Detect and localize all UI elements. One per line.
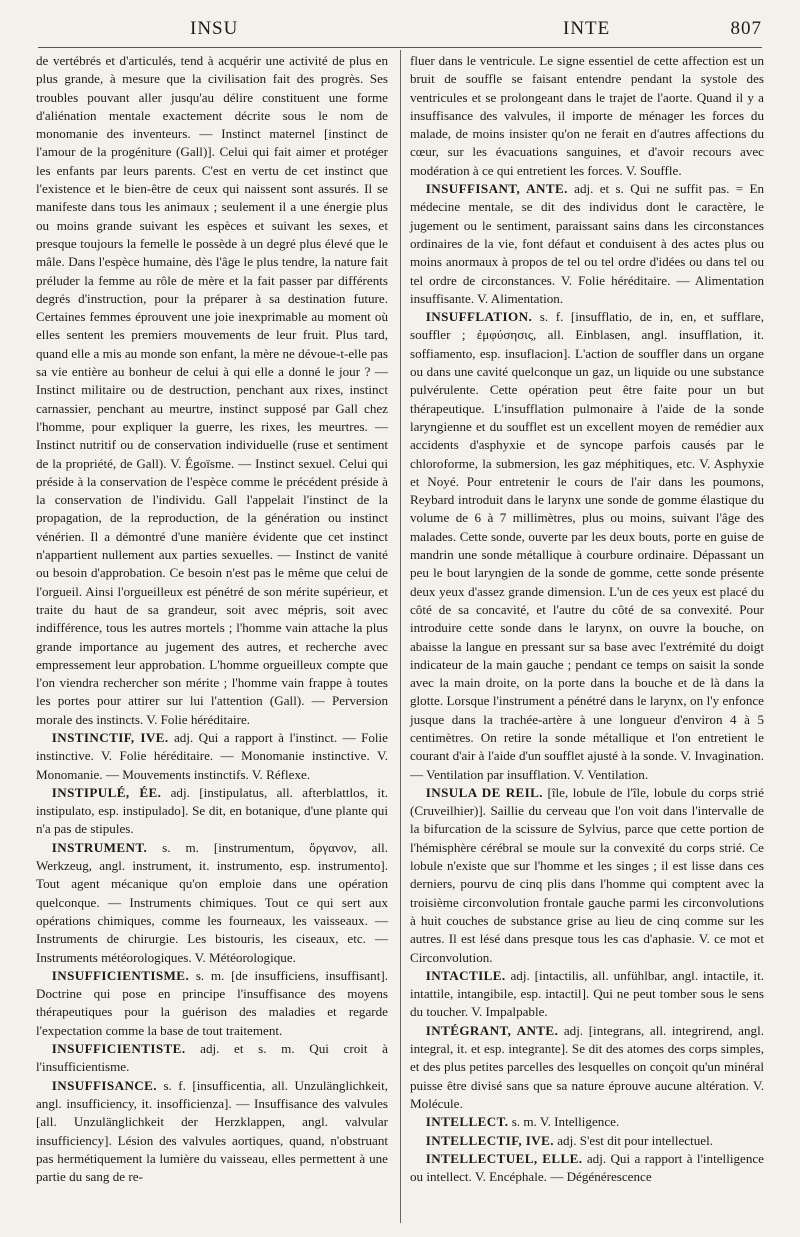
entry-text: adj. S'est dit pour intellectuel. <box>553 1132 714 1148</box>
dictionary-entry <box>36 784 388 839</box>
entry-continuation <box>410 52 764 180</box>
dictionary-entry <box>410 308 764 784</box>
entry-headword: INTELLECTIF, IVE. <box>425 1132 554 1148</box>
page-number: 807 <box>730 18 762 39</box>
column-divider <box>400 50 401 1223</box>
entry-headword: INTELLECT. <box>425 1114 509 1130</box>
header-right-word: INTE <box>563 18 611 39</box>
dictionary-entry <box>36 1077 388 1187</box>
entry-text: adj. [intactilis, all. unfühlbar, angl. intactile, it. intattile, intangibile, esp. intactil]. Qui ne peut tomber sous le sens du toucher. V. Impalpable. <box>410 967 764 1020</box>
entry-text: adj. et s. Qui ne suffit pas. = En médecine mentale, se dit des individus dont le caractère, le jugement ou le sentiment, paraissant sains dans les circonstances ordinaires de la vie, font défaut et conduisent à des actes plus ou moins anormaux à propos de tel ou tel ordre d'idées ou dans tel ou tel ordre de circonstances. V. Folie héréditaire. — Alimentation insuffisante. V. Alimentation. <box>410 181 764 306</box>
header-left-word: INSU <box>190 18 239 39</box>
entry-headword: INSUFFLATION. <box>425 309 533 325</box>
entry-headword: INSUFFISANCE. <box>51 1077 157 1093</box>
dictionary-entry <box>36 839 388 967</box>
entry-text: adj. Qui a rapport à l'intelligence ou intellect. V. Encéphale. — Dégénérescence <box>410 1150 764 1185</box>
running-header <box>40 18 762 46</box>
right-column <box>410 52 764 1186</box>
entry-headword: INSTRUMENT. <box>51 839 148 855</box>
entry-headword: INSUFFICIENTISTE. <box>51 1041 186 1057</box>
dictionary-entry <box>410 1113 764 1131</box>
entry-headword: INSUFFICIENTISME. <box>51 967 190 983</box>
dictionary-entry <box>36 729 388 784</box>
entry-headword: INSULA DE REIL. <box>425 784 543 800</box>
entry-text: adj. [instipulatus, all. afterblattlos, it. instipulato, esp. instipulado]. Se dit, en botanique, d'une plante qui n'a pas de stipules. <box>36 784 388 837</box>
entry-continuation <box>36 52 388 729</box>
entry-headword: INTÉGRANT, ANTE. <box>425 1022 559 1038</box>
dictionary-entry <box>36 1040 388 1077</box>
entry-text: s. m. [instrumentum, ὄργανον, all. Werkzeug, angl. instrument, it. instrumento, esp. instrumento]. Tout agent mécanique qu'on emploie dans une opération quelconque. — Instruments chimiques. Tout ce qui sert aux opérations chimiques, comme les fourneaux, les vaisseaux. — Instruments de chirurgie. Les bistouris, les ciseaux, etc. — Instruments météorologiques. V. Météorologique. <box>36 839 388 965</box>
entry-text: s. f. [insufflatio, de in, en, et sufflare, souffler ; ἐμφύσησις, all. Einblasen, angl. insufflation, it. soffiamento, esp. insuflacion]. L'action de souffler dans un organe ou dans une cavité quelconque un gaz, un liquide ou une substance pulvérulente. Cette opération peut être faite pour un but thérapeutique. L'insufflation pulmonaire à l'aide de la sonde laryngienne et du soufflet est un excellent moyen de remédier aux accidents d'asphyxie et de syncope parfois causés par le chloroforme, la submersion, les gaz méphitiques, etc. V. Asphyxie et Noyé. Pour entretenir le cours de l'air dans les poumons, Reybard introduit dans le larynx une sonde de gomme élastique du volume de 6 à 7 millimètres, plus ou moins, suivant l'âge des malades. Cette sonde, ouverte par les deux bouts, porte en guise de mandrin une sonde métallique à courbure ordinaire. Dépassant un peu le bout laryngien de la sonde de gomme, cette sonde présente deux yeux d'assez grande dimension. L'un de ces yeux est placé du côté de sa concavité, et l'autre du côté de sa convexité. Pour introduire cette sonde dans le larynx, on ouvre la bouche, on abaisse la langue en pressant sur sa base avec l'extrémité du doigt indicateur de la main gauche ; pendant ce temps on saisit la sonde avec la main droite, on la porte dans la bouche et de là dans la glotte. Lorsque l'instrument a pénétré dans le larynx, on l'y enfonce jusque dans la trachée-artère à une longueur d'environ 4 à 5 centimètres. On retire la sonde métallique et l'on entretient le courant d'air à l'aide d'un soufflet ajusté à la sonde. V. Invagination. — Ventilation par insufflation. V. Ventilation. <box>410 309 764 782</box>
entry-headword: INTELLECTUEL, ELLE. <box>425 1150 583 1166</box>
left-column <box>36 52 388 1186</box>
entry-text: s. m. [de insufficiens, insuffisant]. Doctrine qui pose en principe l'insuffisance des moyens thérapeutiques pour la guérison des maladies et regarde l'expectation comme la base de tout traitement. <box>36 967 388 1038</box>
dictionary-entry <box>410 1132 764 1150</box>
entry-headword: INSTINCTIF, IVE. <box>51 729 169 745</box>
dictionary-entry <box>36 967 388 1040</box>
dictionary-entry <box>410 180 764 308</box>
dictionary-entry <box>410 1150 764 1187</box>
entry-text: adj. Qui a rapport à l'instinct. — Folie instinctive. V. Folie héréditaire. — Monomanie instinctive. V. Monomanie. — Mouvements instinctifs. V. Réflexe. <box>36 729 388 782</box>
entry-text: de vertébrés et d'articulés, tend à acquérir une activité de plus en plus grande, à mesure que la civilisation fait des progrès. Ses troubles pouvant aller jusqu'au délire constituent une forme d'aliénation mentale exactement décrite sous le nom de monomanie des inventeurs. — Instinct maternel [instinct de l'amour de la progéniture (Gall)]. Celui qui fait aimer et protéger les enfants par leurs parents. C'est en vertu de cet instinct que l'existence et le bien-être de ceux qui naissent sont assurés. Il se manifeste dans tous les animaux ; seulement il a une énergie plus ou moins grande suivant les espèces et suivant les sexes, et presque toujours la femelle le possède à un degré plus élevé que le mâle. Dans l'espèce humaine, dès l'âge le plus tendre, la nature fait préluder la femme au rôle de mère et la fait passer par différents degrés d'instruction, pour la préparer à sa destination future. Certaines femmes éprouvent une joie inexprimable au moment où elles sentent les premiers mouvements de leur fruit. Plus tard, quand elle a mis au monde son enfant, la mère ne dévoue-t-elle pas sa vie entière au bonheur de celui à qui elle a donné le jour ? — Instinct militaire ou de destruction, penchant aux rixes, instinct carnassier, penchant au meurtre, instinct supposé par Gall chez l'homme, pour expliquer la guerre, les rixes, les meurtres. — Instinct nutritif ou de conservation individuelle (ruse et sentiment de la propriété, de Gall). V. Égoïsme. — Instinct sexuel. Celui qui préside à la conservation de l'espèce comme le précédent préside à la conservation de l'individu. Gall l'appelait l'instinct de la propagation, de la reproduction, de la génération ou instinct vénérien. Il a démontré d'une manière évidente que cet instinct n'appartient nullement aux parties sexuelles. — Instinct de vanité ou besoin d'approbation. Ce besoin n'est pas le même que celui de l'orgueil. Ainsi l'orgueilleux est pénétré de son mérite supérieur, et traite du haut de sa grandeur, soit avec mépris, soit avec indifférence, tous les autres mortels ; l'homme vain attache la plus grande importance au jugement des autres, et recherche avec empressement leur approbation. L'homme orgueilleux compte que l'on viendra rechercher son mérite ; l'homme vain frappe à toutes les portes pour attirer sur lui l'attention (Gall). — Perversion morale des instincts. V. Folie héréditaire. <box>36 53 388 727</box>
dictionary-entry <box>410 1022 764 1113</box>
entry-text: s. m. V. Intelligence. <box>508 1114 620 1130</box>
entry-headword: INSTIPULÉ, ÉE. <box>51 784 162 800</box>
entry-text: fluer dans le ventricule. Le signe essentiel de cette affection est un bruit de souffle se faisant entendre pendant la systole des ventricules et se prolongeant dans le trajet de l'aorte. Quand il y a insuffisance des valvules, il importe de ménager les forces du malade, de moins insister qu'on ne ferait en d'autres affections du cœur, sur les évacuations sanguines, et d'avoir recours avec modération à ce qui entretient les forces. V. Souffle. <box>410 53 764 178</box>
entry-headword: INTACTILE. <box>425 967 506 983</box>
entry-text: s. f. [insufficentia, all. Unzulänglichkeit, angl. insufficiency, it. insofficienza]. — Insuffisance des valvules [all. Unzulänglichkeit der Herzklappen, angl. valvular insufficiency]. Lésion des valvules aortiques, quand, n'obstruant pas hermétiquement la lumière du vaisseau, elles permettent à une partie du sang de re- <box>36 1077 388 1185</box>
entry-text: adj. et s. m. Qui croit à l'insufficientisme. <box>36 1041 388 1075</box>
dictionary-entry <box>410 967 764 1022</box>
dictionary-entry <box>410 784 764 967</box>
entry-text: adj. [integrans, all. integrirend, angl. integral, it. et esp. integrante]. Se dit des atomes des corps simples, et des plus petites parcelles des lesquelles on conçoit qu'un minéral puisse être divisé sans que sa nature éprouve aucune altération. V. Molécule. <box>410 1022 764 1111</box>
entry-headword: INSUFFISANT, ANTE. <box>425 181 568 197</box>
entry-text: [île, lobule de l'île, lobule du corps strié (Cruveilhier)]. Saillie du cerveau que l'on voit dans l'intervalle de la bifurcation de la scissure de Sylvius, parce que cette portion de l'hémisphère cérébral se moule sur la convexité du corps strié. Ce lobule n'existe que sur l'homme et les singes ; il est lisse dans ces derniers, pourvu de cinq plis dans l'homme qui comptent avec la troisième circonvolution frontale gauche parmi les circonvolutions à huit couches de substance grise au lieu de cinq comme sur les autres. Il est lésé dans presque tous les cas d'aphasie. V. ce mot et Circonvolution. <box>410 784 764 965</box>
header-rule <box>38 47 762 48</box>
